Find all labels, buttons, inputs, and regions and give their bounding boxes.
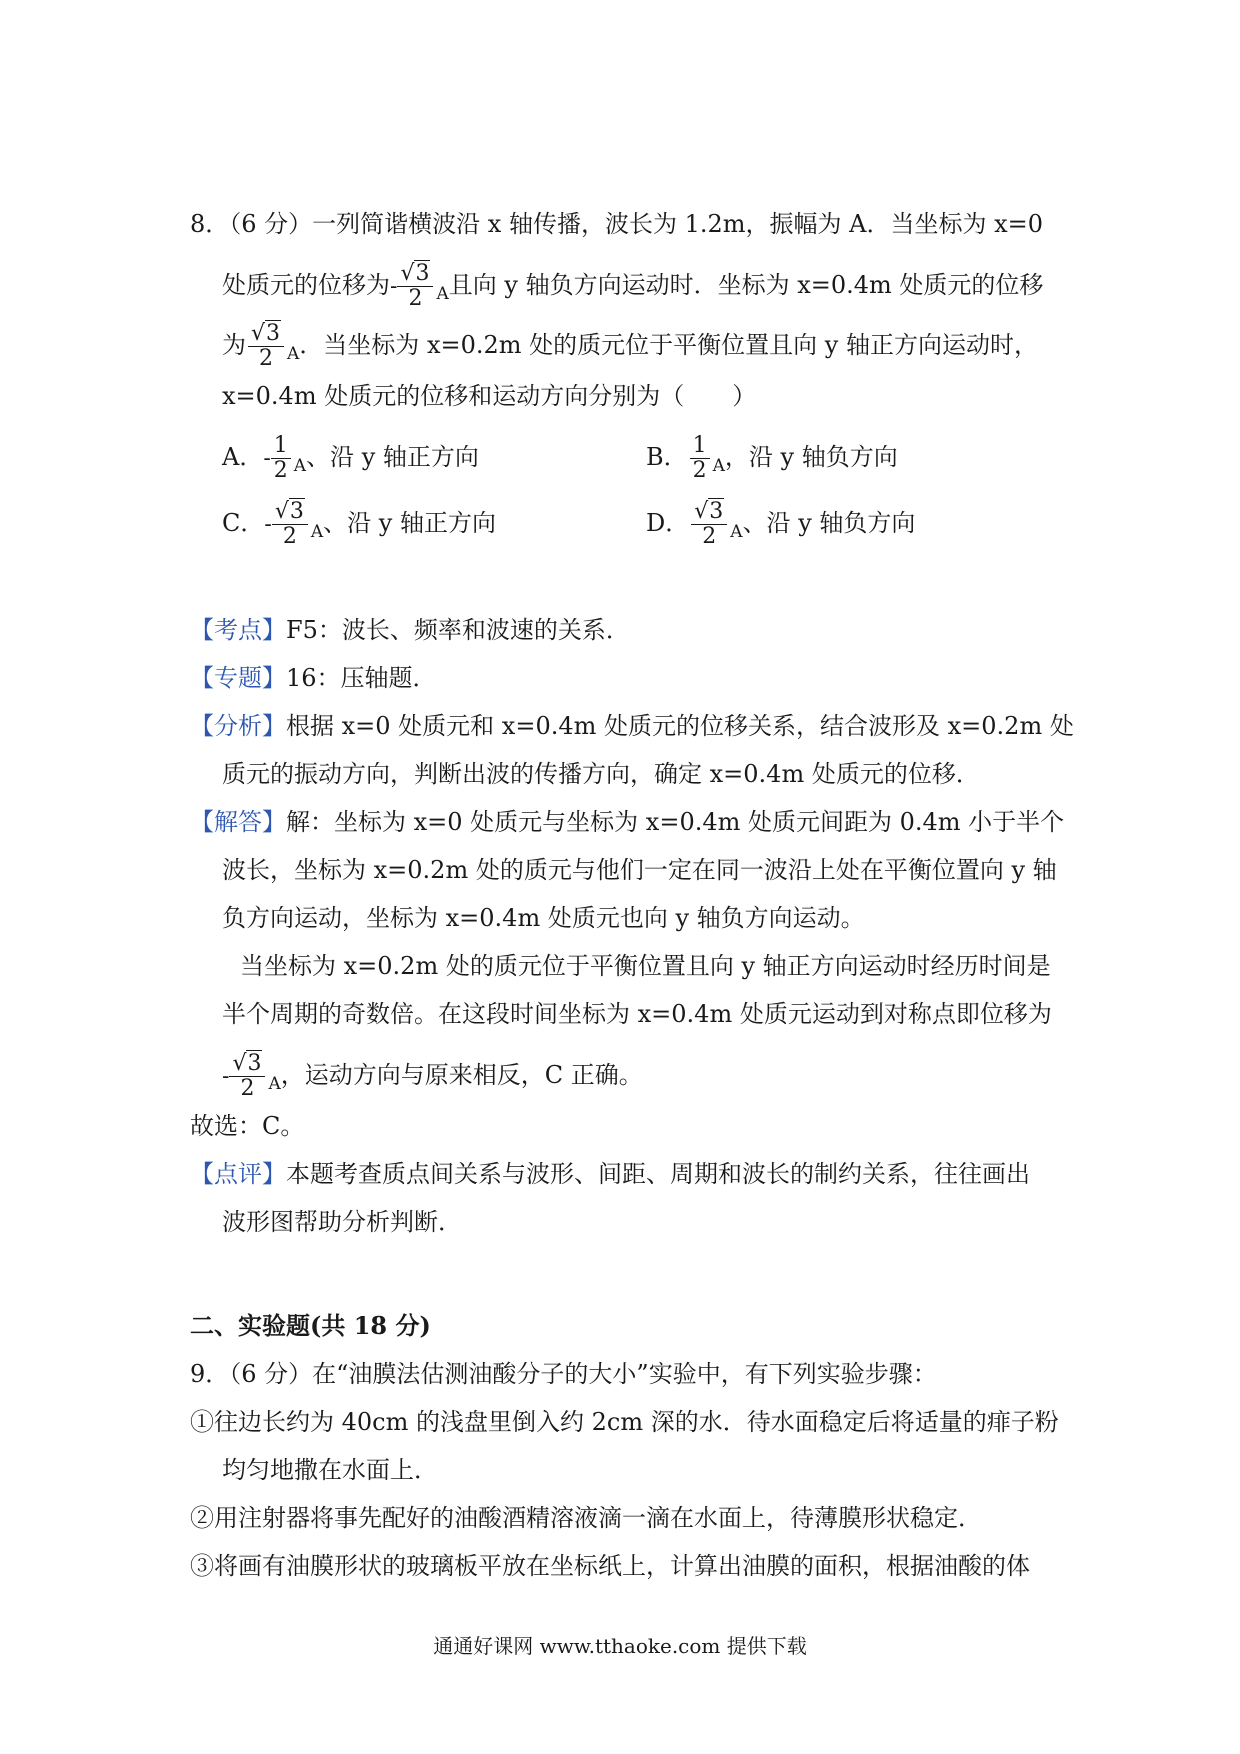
q8-line-3: 为 $\frac{√3}{2}$ $_A$．当坐标为 x=0.2m 处的质元位于平衡位置且向 y 轴正方向运动时， — [222, 321, 1038, 371]
q9-step-2: ②用注射器将事先配好的油酸酒精溶液滴一滴在水面上，待薄膜形状稳定． — [190, 1504, 982, 1532]
q9-step-1-line-2: 均匀地撒在水面上． — [222, 1456, 438, 1484]
fraction-sqrt3-over-2: $\frac{√3}{2}$ — [229, 1052, 265, 1101]
fraction-1-over-2: $\frac{1}{2}$ — [271, 434, 291, 483]
q9-line-1: 9．（6 分）在“油膜法估测油酸分子的大小”实验中，有下列实验步骤： — [190, 1360, 937, 1388]
section-heading: 二、实验题(共 18 分) — [190, 1311, 431, 1340]
footer-watermark: 通通好课网 www.tthaoke.com 提供下载 — [433, 1634, 807, 1658]
q8-option-c: C．- $\frac{√3}{2}$ $_A$、沿 y 轴正方向 — [222, 499, 496, 549]
jieda-tag: 【解答】 — [190, 808, 286, 836]
q8-line-1: 8．（6 分）一列简谐横波沿 x 轴传播，波长为 1.2m，振幅为 A．当坐标为 x=0 — [190, 210, 1044, 238]
fraction-sqrt3-over-2: $\frac{√3}{2}$ — [272, 500, 308, 549]
fenxi-tag: 【分析】 — [190, 712, 286, 740]
kaodian: 【考点】F5：波长、频率和波速的关系． — [190, 616, 630, 644]
jieda-line-5: 半个周期的奇数倍。在这段时间坐标为 x=0.4m 处质元运动到对称点即位移为 — [222, 1000, 1052, 1028]
fraction-sqrt3-over-2: $\frac{√3}{2}$ — [691, 500, 727, 549]
jieda-line-6: - $\frac{√3}{2}$ $_A$，运动方向与原来相反，C 正确。 — [222, 1051, 643, 1101]
fenxi-line-2: 质元的振动方向，判断出波的传播方向，确定 x=0.4m 处质元的位移． — [222, 760, 980, 788]
jieda-line-2: 波长，坐标为 x=0.2m 处的质元与他们一定在同一波沿上处在平衡位置向 y 轴 — [222, 856, 1057, 884]
jieda-line-3: 负方向运动，坐标为 x=0.4m 处质元也向 y 轴负方向运动。 — [222, 904, 865, 932]
jieda: 【解答】解：坐标为 x=0 处质元与坐标为 x=0.4m 处质元间距为 0.4m 小于半个 — [190, 808, 1065, 836]
guxuan: 故选：C。 — [190, 1112, 305, 1140]
jieda-line-4: 当坐标为 x=0.2m 处的质元位于平衡位置且向 y 轴正方向运动时经历时间是 — [240, 952, 1051, 980]
q8-option-a: A．- $\frac{1}{2}$ $_A$、沿 y 轴正方向 — [222, 433, 479, 483]
q8-option-d: D． $\frac{√3}{2}$ $_A$、沿 y 轴负方向 — [646, 499, 916, 549]
dianping-tag: 【点评】 — [190, 1160, 286, 1188]
q8-option-b: B． $\frac{1}{2}$ $_A$，沿 y 轴负方向 — [646, 433, 898, 483]
q9-step-3: ③将画有油膜形状的玻璃板平放在坐标纸上，计算出油膜的面积，根据油酸的体 — [190, 1552, 1030, 1580]
kaodian-tag: 【考点】 — [190, 616, 286, 644]
zhuanti-tag: 【专题】 — [190, 664, 286, 692]
q8-line-2: 处质元的位移为- $\frac{√3}{2}$ $_A$且向 y 轴负方向运动时．坐标为 x=0.4m 处质元的位移 — [222, 261, 1044, 311]
fraction-sqrt3-over-2: $\frac{√3}{2}$ — [397, 262, 433, 311]
fenxi: 【分析】根据 x=0 处质元和 x=0.4m 处质元的位移关系，结合波形及 x=0.2m 处 — [190, 712, 1074, 740]
dianping: 【点评】本题考查质点间关系与波形、间距、周期和波长的制约关系，往往画出 — [190, 1160, 1030, 1188]
dianping-line-2: 波形图帮助分析判断． — [222, 1208, 462, 1236]
zhuanti: 【专题】16：压轴题． — [190, 664, 437, 692]
fraction-1-over-2: $\frac{1}{2}$ — [690, 434, 710, 483]
q9-step-1: ①往边长约为 40cm 的浅盘里倒入约 2cm 深的水．待水面稳定后将适量的痱子粉 — [190, 1408, 1059, 1436]
q8-line-4: x=0.4m 处质元的位移和运动方向分别为（ ） — [222, 382, 757, 410]
fraction-sqrt3-over-2: $\frac{√3}{2}$ — [248, 322, 284, 371]
